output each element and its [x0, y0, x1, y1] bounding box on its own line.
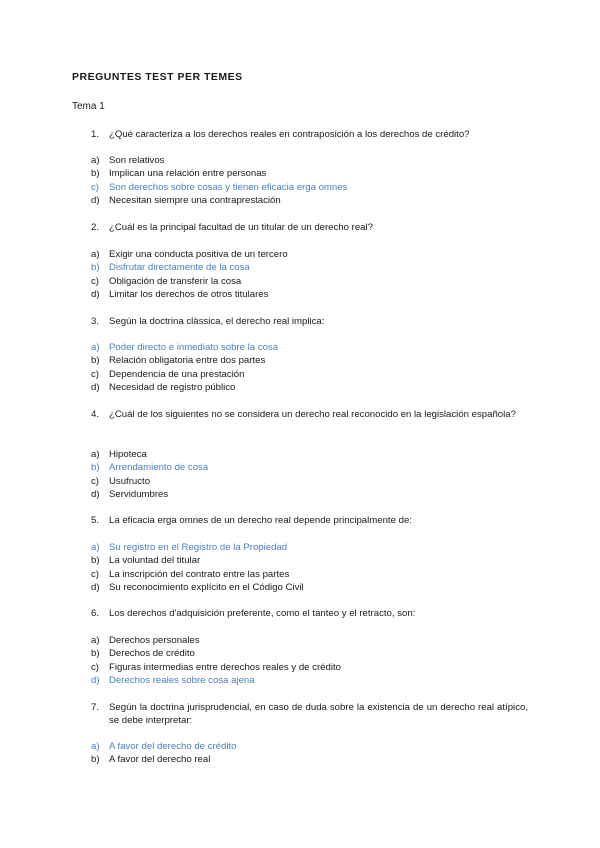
option-text: A favor del derecho de crédito [109, 741, 237, 752]
option-letter: c) [91, 661, 99, 673]
option-4b-correct [91, 461, 511, 474]
option-5d [91, 581, 511, 594]
option-text: Son derechos sobre cosas y tienen eficacia erga omnes [109, 181, 348, 193]
option-letter: d) [91, 675, 100, 687]
options-q5 [91, 541, 511, 595]
option-letter: d) [91, 289, 100, 301]
option-letter: c) [91, 568, 99, 580]
option-letter: b) [91, 462, 100, 474]
option-2d [91, 288, 511, 301]
options-q4 [91, 448, 511, 502]
options-q7 [91, 740, 511, 767]
option-2c [91, 275, 511, 288]
question-number: 3. [91, 316, 100, 327]
option-text: Derechos personales [109, 635, 200, 646]
option-7b [91, 753, 511, 766]
document-title: PREGUNTES TEST PER TEMES [72, 71, 243, 83]
option-text: Exigir una conducta positiva de un tercero [109, 249, 288, 260]
option-text: Disfrutar directamente de la cosa [109, 262, 250, 274]
option-4a [91, 448, 511, 461]
option-1b [91, 167, 511, 180]
option-letter: b) [91, 555, 100, 567]
question-5 [91, 514, 528, 527]
question-3 [91, 315, 528, 328]
option-text: Dependencia de una prestación [109, 368, 245, 380]
option-text: A favor del derecho real [109, 754, 211, 766]
option-5c [91, 568, 511, 581]
section-heading: Tema 1 [72, 101, 105, 112]
options-q3 [91, 341, 511, 395]
option-text: La inscripción del contrato entre las partes [109, 568, 290, 580]
option-text: Poder directo e inmediato sobre la cosa [109, 342, 279, 353]
option-text: Necesitan siempre una contraprestación [109, 195, 281, 207]
question-6 [91, 607, 528, 620]
option-text: Su registro en el Registro de la Propiedad [109, 542, 288, 553]
option-text: Necesidad de registro público [109, 382, 236, 394]
question-text: Según la doctrina clàssica, el derecho real implica: [109, 316, 325, 327]
option-6c [91, 661, 511, 674]
option-text: Derechos reales sobre cosa ajena [109, 675, 255, 687]
option-6b [91, 647, 511, 660]
question-text: Los derechos d'adquisición preferente, como el tanteo y el retracto, son: [109, 608, 416, 619]
question-2 [91, 221, 528, 234]
option-letter: c) [91, 475, 99, 487]
question-1 [91, 128, 528, 141]
option-text: Usufructo [109, 475, 151, 487]
option-text: Derechos de crédito [109, 648, 195, 660]
option-5a-correct [91, 541, 511, 554]
option-letter: a) [91, 449, 100, 460]
options-q1 [91, 154, 511, 208]
option-letter: d) [91, 382, 100, 394]
question-text: Según la doctrina jurisprudencial, en caso de duda sobre la existencia de un derecho real atípico, se debe interpretar: [109, 702, 528, 727]
option-letter: b) [91, 648, 100, 660]
option-letter: b) [91, 355, 100, 367]
question-number: 1. [91, 129, 100, 140]
option-3b [91, 354, 511, 367]
option-text: Su reconocimiento explícito en el Código Civil [109, 582, 304, 594]
option-text: Implican una relación entre personas [109, 168, 267, 180]
option-6d-correct [91, 674, 511, 687]
question-7 [91, 701, 528, 728]
option-text: Son relativos [109, 155, 165, 166]
option-letter: a) [91, 741, 100, 752]
option-text: Relación obligatoria entre dos partes [109, 355, 266, 367]
option-2b-correct [91, 261, 511, 274]
option-text: Servidumbres [109, 489, 169, 501]
option-letter: d) [91, 489, 100, 501]
option-7a-correct [91, 740, 511, 753]
option-letter: b) [91, 754, 100, 766]
option-letter: a) [91, 635, 100, 646]
option-text: Figuras intermedias entre derechos reales y de crédito [109, 661, 341, 673]
question-number: 5. [91, 515, 100, 526]
question-text: ¿Cuál de los siguientes no se considera un derecho real reconocido en la legislación española? [109, 409, 516, 420]
option-text: Obligación de transferir la cosa [109, 275, 242, 287]
question-number: 7. [91, 702, 100, 713]
option-letter: a) [91, 155, 100, 166]
question-4 [91, 408, 528, 421]
option-letter: c) [91, 181, 99, 193]
option-2a [91, 248, 511, 261]
question-text: ¿Cuál es la principal facultad de un titular de un derecho real? [109, 222, 373, 233]
option-letter: c) [91, 275, 99, 287]
question-text: ¿Qué caracteriza a los derechos reales en contraposición a los derechos de crédito? [109, 129, 470, 140]
options-q2 [91, 248, 511, 302]
option-4c [91, 475, 511, 488]
question-text: La eficacia erga omnes de un derecho real depende principalmente de: [109, 515, 412, 526]
option-letter: a) [91, 542, 100, 553]
option-letter: b) [91, 168, 100, 180]
option-text: La voluntad del titular [109, 555, 201, 567]
option-text: Limitar los derechos de otros titulares [109, 289, 269, 301]
option-3d [91, 381, 511, 394]
option-letter: c) [91, 368, 99, 380]
option-3c [91, 368, 511, 381]
option-3a-correct [91, 341, 511, 354]
option-1a [91, 154, 511, 167]
option-1c-correct [91, 181, 511, 194]
option-letter: d) [91, 582, 100, 594]
question-number: 2. [91, 222, 100, 233]
option-letter: a) [91, 249, 100, 260]
option-6a [91, 634, 511, 647]
question-number: 6. [91, 608, 100, 619]
option-text: Arrendamiento de cosa [109, 462, 209, 474]
options-q6 [91, 634, 511, 688]
option-text: Hipoteca [109, 449, 147, 460]
option-letter: a) [91, 342, 100, 353]
option-1d [91, 194, 511, 207]
option-4d [91, 488, 511, 501]
option-letter: b) [91, 262, 100, 274]
option-5b [91, 554, 511, 567]
option-letter: d) [91, 195, 100, 207]
question-number: 4. [91, 409, 100, 420]
